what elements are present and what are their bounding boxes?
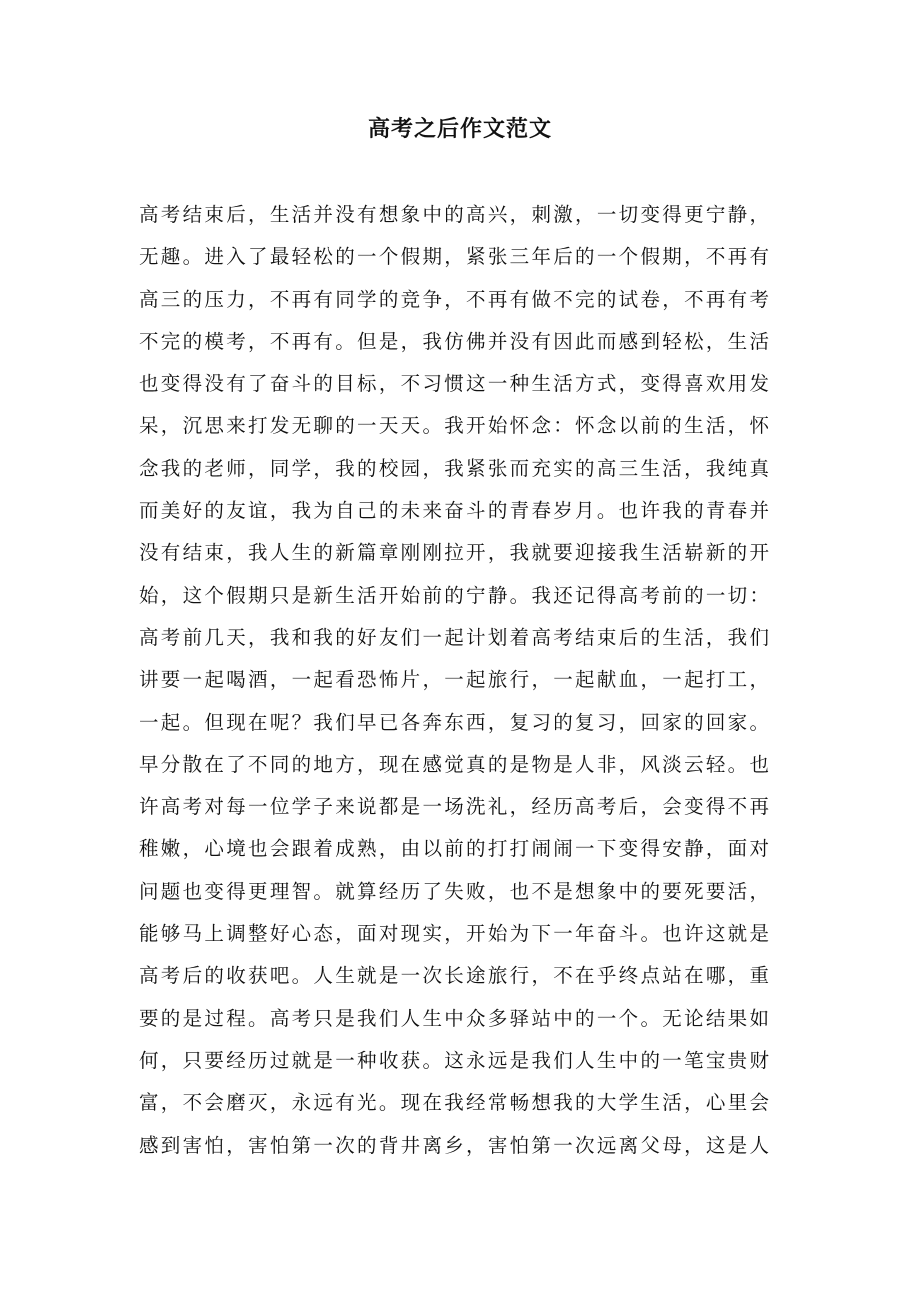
text-line: 高考后的收获吧。人生就是一次长途旅行，不在乎终点站在哪，重 <box>139 964 769 988</box>
text-line: 稚嫩，心境也会跟着成熟，由以前的打打闹闹一下变得安静，面对 <box>139 837 769 861</box>
text-line: 念我的老师，同学，我的校园，我紧张而充实的高三生活，我纯真 <box>139 456 769 480</box>
text-line: 能够马上调整好心态，面对现实，开始为下一年奋斗。也许这就是 <box>139 922 769 946</box>
text-line: 富，不会磨灭，永远有光。现在我经常畅想我的大学生活，心里会 <box>139 1091 769 1115</box>
text-line: 无趣。进入了最轻松的一个假期，紧张三年后的一个假期，不再有 <box>139 245 769 269</box>
text-line: 没有结束，我人生的新篇章刚刚拉开，我就要迎接我生活崭新的开 <box>139 541 769 565</box>
text-line: 感到害怕，害怕第一次的背井离乡，害怕第一次远离父母，这是人 <box>139 1133 769 1157</box>
text-line: 也变得没有了奋斗的目标，不习惯这一种生活方式，变得喜欢用发 <box>139 372 769 396</box>
document-title: 高考之后作文范文 <box>367 116 552 142</box>
text-line: 而美好的友谊，我为自己的未来奋斗的青春岁月。也许我的青春并 <box>139 499 769 523</box>
text-line: 要的是过程。高考只是我们人生中众多驿站中的一个。无论结果如 <box>139 1006 769 1030</box>
text-line: 呆，沉思来打发无聊的一天天。我开始怀念：怀念以前的生活，怀 <box>139 414 769 438</box>
text-line: 何，只要经历过就是一种收获。这永远是我们人生中的一笔宝贵财 <box>139 1048 769 1072</box>
text-line: 始，这个假期只是新生活开始前的宁静。我还记得高考前的一切： <box>139 583 769 607</box>
text-line: 问题也变得更理智。就算经历了失败，也不是想象中的要死要活， <box>139 879 769 903</box>
text-line: 早分散在了不同的地方，现在感觉真的是物是人非，风淡云轻。也 <box>139 752 769 776</box>
text-line: 不完的模考，不再有。但是，我仿佛并没有因此而感到轻松，生活 <box>139 329 769 353</box>
text-line: 许高考对每一位学子来说都是一场洗礼，经历高考后，会变得不再 <box>139 795 769 819</box>
text-line: 一起。但现在呢？我们早已各奔东西，复习的复习，回家的回家。 <box>139 710 769 734</box>
text-line: 高考前几天，我和我的好友们一起计划着高考结束后的生活，我们 <box>139 625 769 649</box>
article-body <box>139 194 769 1167</box>
text-line: 高考结束后，生活并没有想象中的高兴，刺激，一切变得更宁静， <box>139 203 769 226</box>
text-line: 高三的压力，不再有同学的竞争，不再有做不完的试卷，不再有考 <box>139 287 769 311</box>
text-line: 讲要一起喝酒，一起看恐怖片，一起旅行，一起献血，一起打工， <box>139 668 769 692</box>
